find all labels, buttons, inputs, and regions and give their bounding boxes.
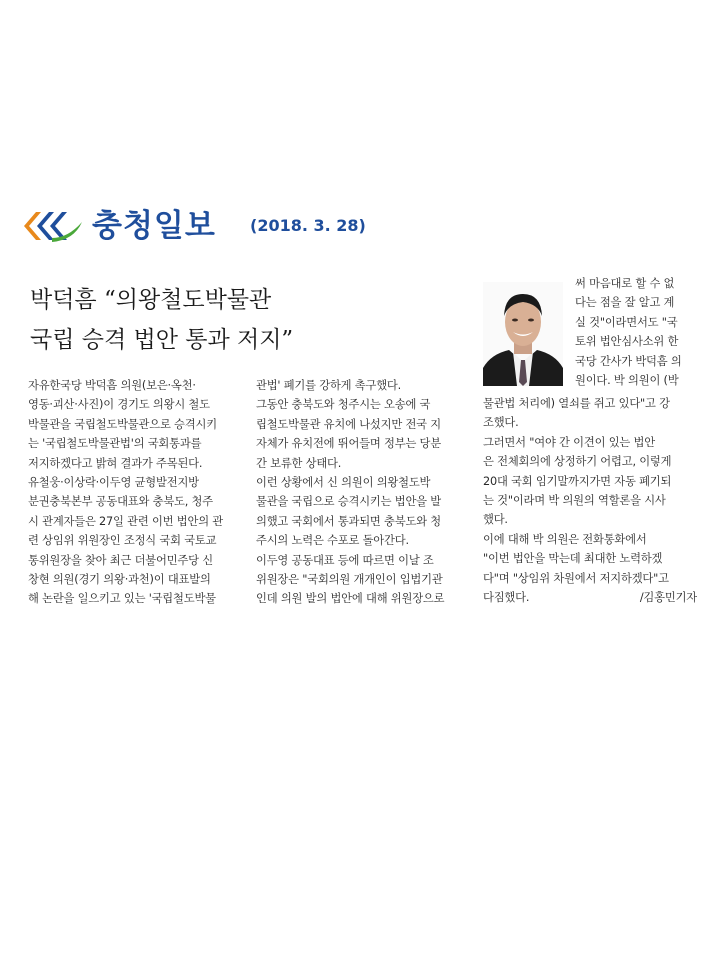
body-line: 물관법 처리에) 열쇠를 쥐고 있다"고 강 [483,397,670,410]
body-line: 20대 국회 임기말까지가면 자동 폐기되 [483,474,672,488]
body-line: 물관을 국립으로 승격시키는 법안을 발 [256,495,441,509]
article-headline [30,280,470,360]
reporter-byline: /김홍민기자 [639,591,697,605]
body-line: 조했다. [483,416,519,430]
body-line: 다짐했다. [483,591,530,605]
body-line: 분권충북본부 공동대표와 충북도, 청주 [28,495,213,509]
masthead [22,204,422,248]
body-line: 해 논란을 일으키고 있는 '국립철도박물 [28,592,216,606]
body-line: 시 관계자들은 27일 관련 이번 법안의 관 [28,514,224,528]
body-line: 는 것"이라며 박 의원의 역할론을 시사 [483,494,666,508]
body-line: 위원장은 "국회의원 개개인이 입법기관 [256,573,443,587]
body-line: 은 전체회의에 상정하기 어렵고, 이렇게 [483,455,672,469]
article-column-3-top [575,274,697,390]
headline-line-1: 박덕흠 “의왕철도박물관 [30,287,272,313]
body-line: 했다. [483,513,508,527]
newspaper-name: 충청일보 [92,208,216,244]
article-column-2 [256,376,468,609]
headline-line-2: 국립 승격 법안 통과 저지” [30,327,294,353]
body-line: 련 상임위 위원장인 조정식 국회 국토교 [28,534,217,548]
body-line: 는 '국립철도박물관법'의 국회통과를 [28,437,202,451]
person-portrait-icon [483,282,563,386]
body-line: 그러면서 "여야 간 이견이 있는 법안 [483,435,655,449]
body-line: 저지하겠다고 밝혀 결과가 주목된다. [28,456,203,470]
body-line: 다는 점을 잘 알고 계 [575,296,675,310]
body-line: 자체가 유치전에 뛰어들며 정부는 당분 [256,437,441,451]
body-line: 의했고 국회에서 통과되면 충북도와 청 [256,514,441,528]
body-line: 이두영 공동대표 등에 따르면 이날 조 [256,553,434,567]
body-line: 다"며 "상임위 차원에서 저지하겠다"고 [483,571,669,585]
body-line: 토위 법안심사소위 한 [575,335,679,349]
body-line: 주시의 노력은 수포로 돌아간다. [256,534,409,548]
body-line: 실 것"이라면서도 "국 [575,315,678,329]
body-line: 립철도박물관 유치에 나섰지만 전국 지 [256,417,441,431]
article-column-3-bottom [483,394,697,607]
body-line: 관법' 폐기를 강하게 촉구했다. [256,379,402,392]
publication-date: (2018. 3. 28) [250,216,366,235]
body-line: 인데 의원 발의 법안에 대해 위원장으로 [256,592,445,606]
body-line: 이런 상황에서 신 의원이 의왕철도박 [256,476,431,490]
body-line: 박물관을 국립철도박물관으로 승격시키 [28,417,217,431]
body-line: "이번 법안을 막는데 최대한 노력하겠 [483,552,663,566]
body-line: 그동안 충북도와 청주시는 오송에 국 [256,398,431,412]
body-line: 자유한국당 박덕흠 의원(보은·옥천· [28,379,196,392]
body-line: 써 마음대로 할 수 없 [575,277,675,290]
body-line: 유철웅·이상락·이두영 균형발전지방 [28,476,199,490]
body-line: 원이다. 박 의원이 (박 [575,374,679,388]
body-line-last [483,588,697,607]
ccilbo-logo-icon [22,208,84,244]
body-line: 간 보류한 상태다. [256,456,342,470]
body-line: 창현 의원(경기 의왕·과천)이 대표발의 [28,573,211,587]
body-line: 이에 대해 박 의원은 전화통화에서 [483,532,647,546]
article-column-1 [28,376,240,609]
body-line: 국당 간사가 박덕흠 의 [575,354,682,368]
article-photo [483,282,563,386]
body-line: 통위원장을 찾아 최근 더불어민주당 신 [28,553,213,567]
body-line: 영동·괴산·사진)이 경기도 의왕시 철도 [28,398,210,412]
